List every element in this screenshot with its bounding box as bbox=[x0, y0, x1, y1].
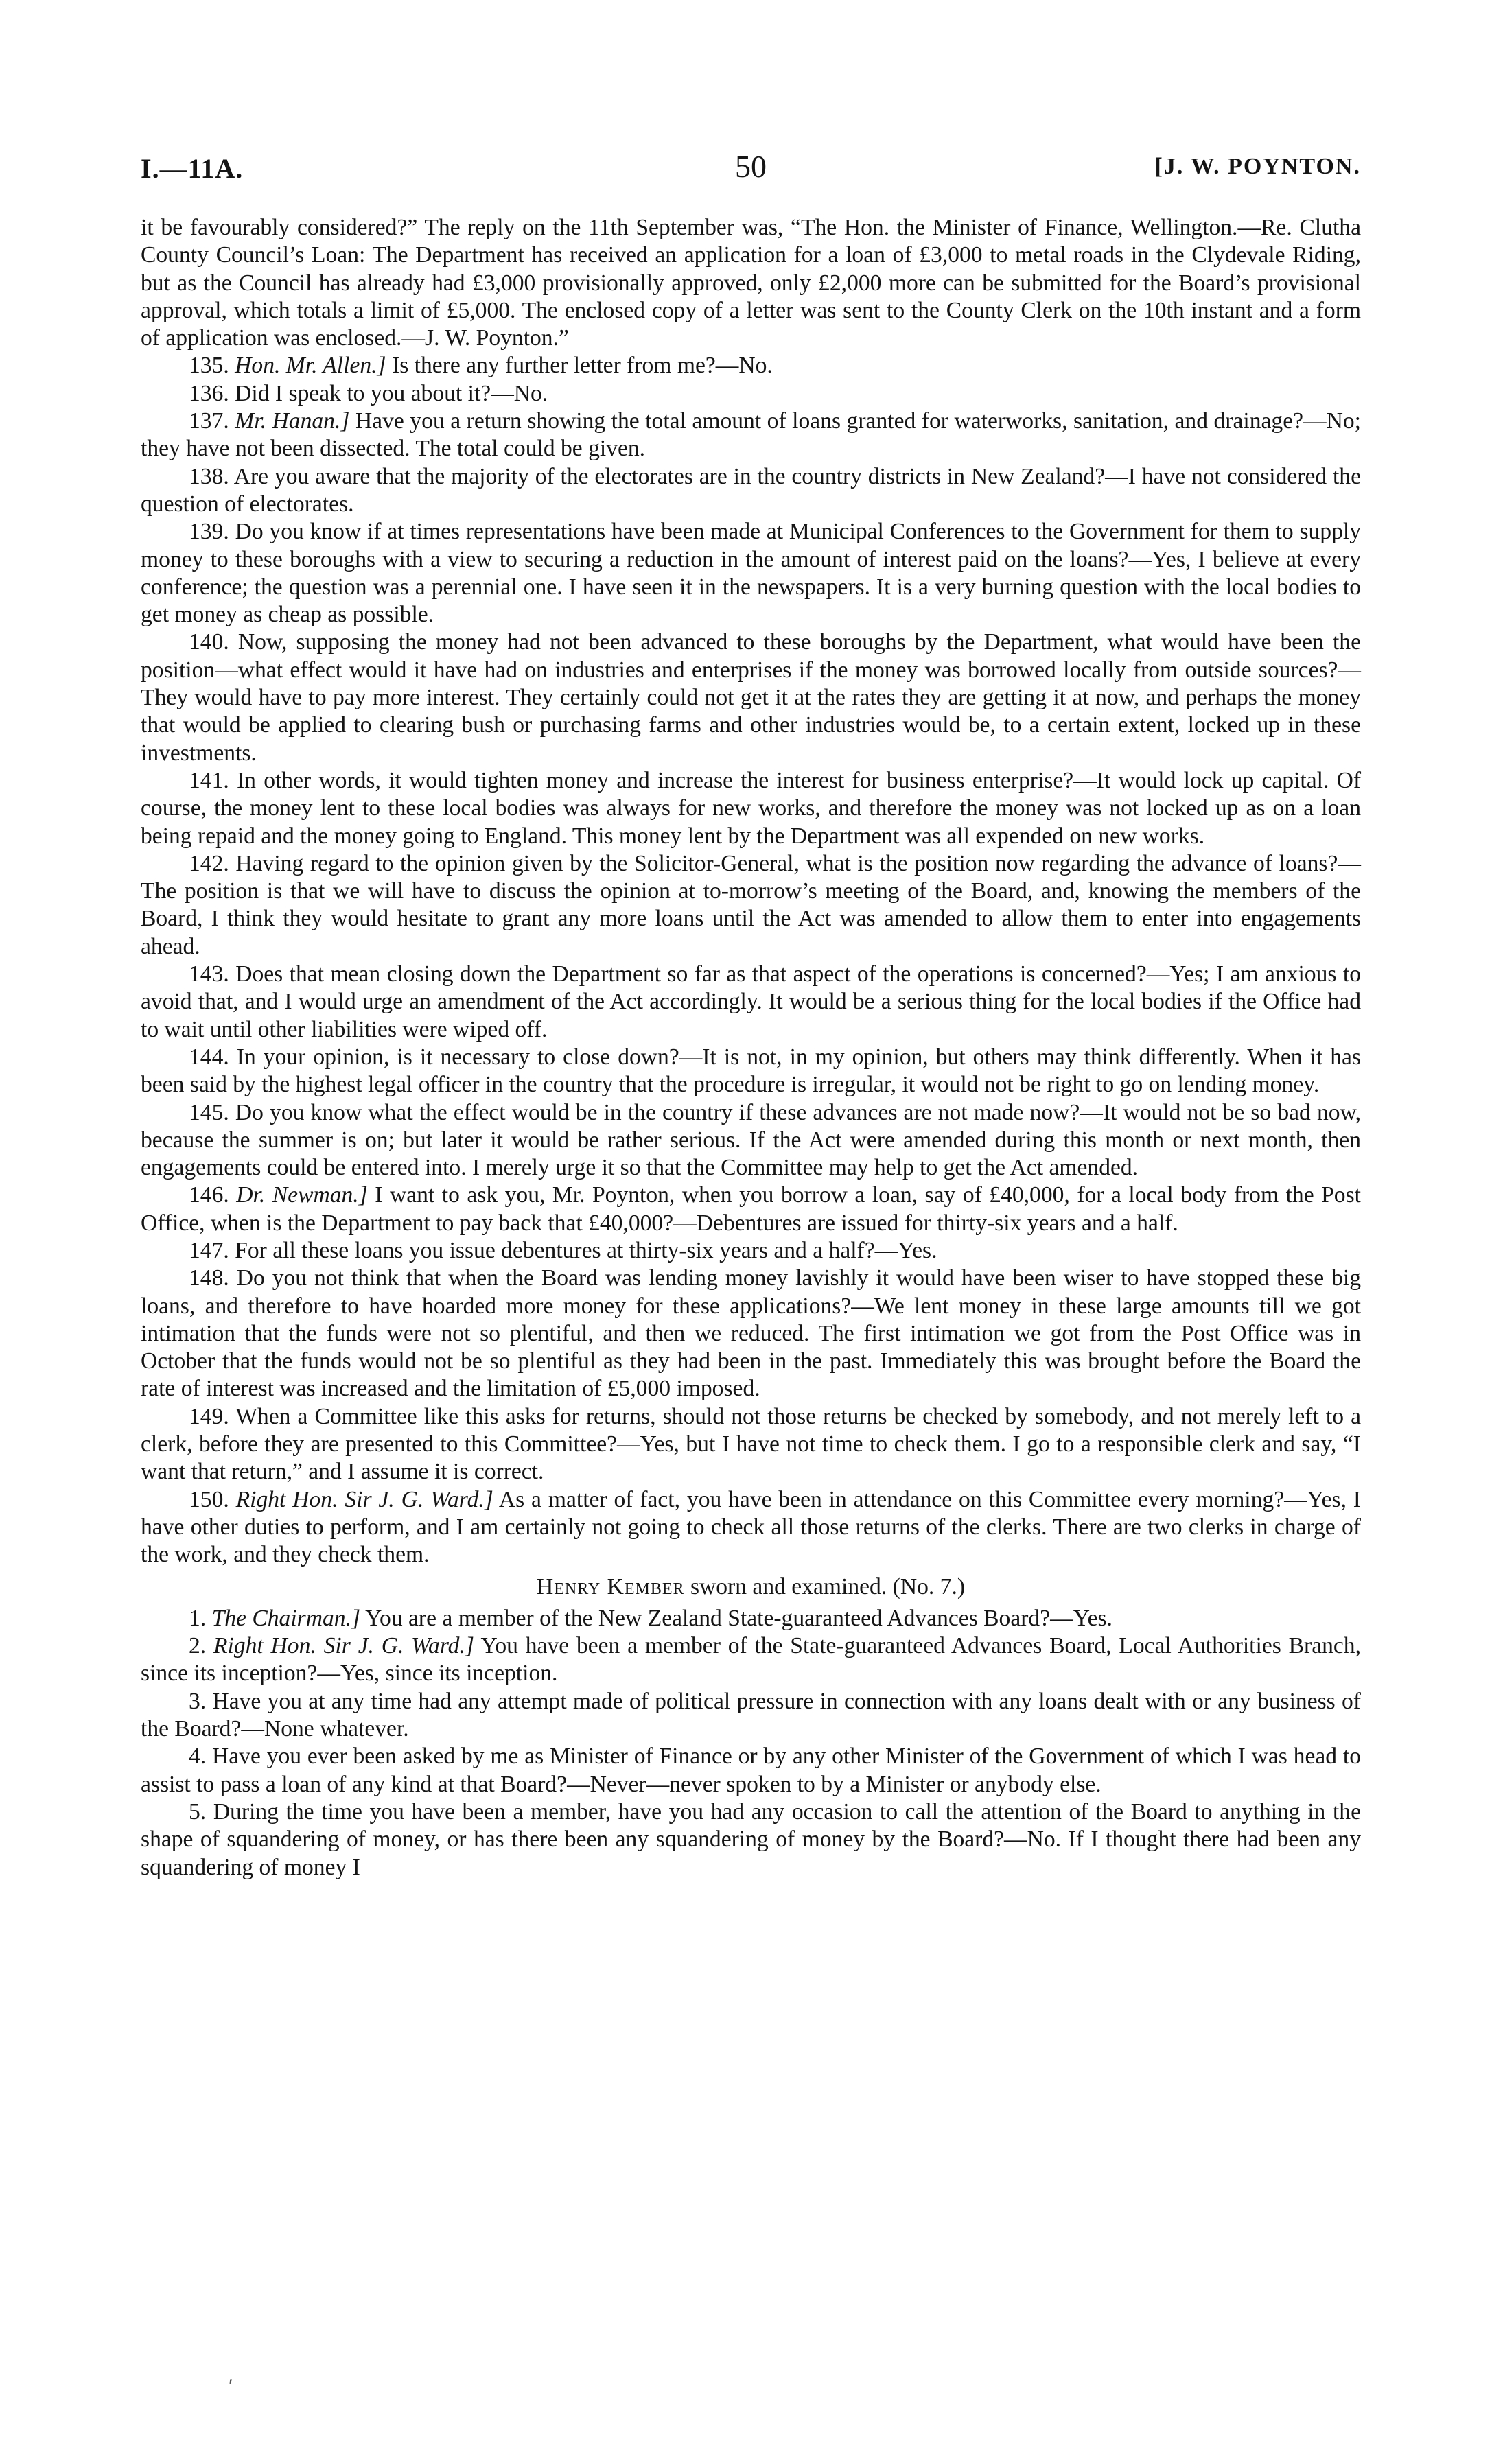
witness-name: Henry Kember bbox=[536, 1573, 685, 1599]
question-text: Now, supposing the money had not been advanced to these boroughs by the Department, what would have been the position—what effect would it have had on industries and enterprises if the money was borrowed locally from outside sources?—They would have to pay more interest. They certainly could not get it at the rates they are getting it at now, and perhaps the money that would be applied to clearing bush or purchasing farms and other industries would be, to a certain extent, locked up in these investments. bbox=[141, 629, 1361, 766]
question-text: Do you know if at times representations have been made at Municipal Conferences to the Government for them to supply money to these boroughs with a view to securing a reduction in the amount of interest paid on the loans?—Yes, I believe at every conference; the question was a perennial one. I have seen it in the newspapers. It is a very burning question with the local bodies to get money as cheap as possible. bbox=[141, 519, 1361, 628]
question-paragraph bbox=[141, 1605, 1361, 1632]
witness-running-head: [J. W. POYNTON. bbox=[1154, 154, 1361, 179]
parliamentary-paper-reference: I.—11A. bbox=[141, 153, 244, 184]
question-paragraph bbox=[141, 1632, 1361, 1688]
question-paragraph bbox=[141, 1486, 1361, 1569]
question-text: Are you aware that the majority of the electorates are in the country districts in New Zealand?—I have not considered the question of electorates. bbox=[141, 463, 1361, 517]
question-text: Does that mean closing down the Department so far as that aspect of the operations is concerned?—Yes; I am anxious to avoid that, and I would urge an amendment of the Act accordingly. It would be a serious thing for the local bodies if the Office had to wait until other liabilities were wiped off. bbox=[141, 961, 1361, 1042]
question-text: In your opinion, is it necessary to close down?—It is not, in my opinion, but others may think differently. When it has been said by the highest legal officer in the country that the procedure is irregular, it would not be right to go on lending money. bbox=[141, 1044, 1361, 1098]
question-text: Do you know what the effect would be in the country if these advances are not made now?—It would not be so bad now, because the summer is on; but later it would be rather serious. If the Act were amended during this month or next month, then engagements could be entered into. I merely urge it so that the Committee may help to get the Act amended. bbox=[141, 1099, 1361, 1181]
question-text: You are a member of the New Zealand State-guaranteed Advances Board?—Yes. bbox=[365, 1605, 1112, 1631]
question-number: 3. bbox=[189, 1688, 207, 1714]
question-paragraph bbox=[141, 1099, 1361, 1182]
question-text: Have you at any time had any attempt made of political pressure in connection with any loans dealt with or any business of the Board?—None whatever. bbox=[141, 1688, 1361, 1742]
stray-mark: ′ bbox=[229, 2375, 233, 2397]
question-paragraph bbox=[141, 352, 1361, 379]
question-number: 136. bbox=[189, 380, 229, 406]
page-body bbox=[141, 214, 1361, 1881]
question-number: 4. bbox=[189, 1744, 207, 1770]
question-number: 142. bbox=[189, 850, 229, 876]
question-paragraph bbox=[141, 1743, 1361, 1798]
page-number: 50 bbox=[735, 149, 767, 184]
question-paragraph bbox=[141, 629, 1361, 766]
continued-paragraph: it be favourably considered?” The reply on the 11th September was, “The Hon. the Minister of Finance, Wellington.—Re. Clutha County Council’s Loan: The Department has received an application for a loan of £3,000 to metal roads in the Clydevale Riding, but as the Council has already had £3,000 provisionally approved, only £2,000 more can be submitted for the Board’s provisional approval, which totals a limit of £5,000. The enclosed copy of a letter was sent to the County Clerk on the 10th instant and a form of application was enclosed.—J. W. Poynton.” bbox=[141, 215, 1361, 351]
question-paragraph bbox=[141, 518, 1361, 629]
question-number: 150. bbox=[189, 1486, 229, 1512]
question-number: 141. bbox=[189, 767, 229, 793]
witness-heading bbox=[141, 1573, 1361, 1601]
question-number: 140. bbox=[189, 629, 229, 655]
question-text: For all these loans you issue debentures at thirty-six years and a half?—Yes. bbox=[235, 1237, 937, 1263]
speaker-name: Right Hon. Sir J. G. Ward.] bbox=[235, 1486, 493, 1512]
question-text: Have you ever been asked by me as Minister of Finance or by any other Minister of the Government of which I was head to assist to pass a loan of any kind at that Board?—Never—never spoken to by a Minister or anybody else. bbox=[141, 1744, 1361, 1797]
question-paragraph bbox=[141, 850, 1361, 961]
question-text: When a Committee like this asks for returns, should not those returns be checked by somebody, and not merely left to a clerk, before they are presented to this Committee?—Yes, but I have not time to check them. I go to a responsible clerk and say, “I want that return,” and I assume it is correct. bbox=[141, 1403, 1361, 1485]
question-paragraph bbox=[141, 380, 1361, 408]
question-number: 5. bbox=[189, 1798, 207, 1824]
question-text: Have you a return showing the total amount of loans granted for waterworks, sanitation, and drainage?—No; they have not been dissected. The total could be given. bbox=[141, 408, 1361, 462]
speaker-name: The Chairman.] bbox=[211, 1605, 361, 1631]
question-number: 135. bbox=[189, 353, 229, 379]
question-paragraph bbox=[141, 961, 1361, 1044]
question-number: 143. bbox=[189, 961, 229, 987]
question-number: 139. bbox=[189, 519, 229, 545]
question-text: Is there any further letter from me?—No. bbox=[392, 353, 773, 379]
question-number: 137. bbox=[189, 408, 229, 434]
speaker-name: Dr. Newman.] bbox=[236, 1182, 368, 1208]
question-paragraph bbox=[141, 463, 1361, 519]
question-text: Having regard to the opinion given by the Solicitor-General, what is the position now regarding the advance of loans?—The position is that we will have to discuss the opinion at to-morrow’s meeting of the Board, and, knowing the members of the Board, I think they would hesitate to grant any more loans until the Act was amended to allow them to enter into engagements ahead. bbox=[141, 850, 1361, 959]
question-number: 1. bbox=[189, 1605, 207, 1631]
question-number: 2. bbox=[189, 1633, 207, 1659]
question-number: 147. bbox=[189, 1237, 229, 1263]
question-paragraph bbox=[141, 1688, 1361, 1744]
question-paragraph bbox=[141, 1265, 1361, 1403]
question-paragraph bbox=[141, 1237, 1361, 1265]
question-text: I want to ask you, Mr. Poynton, when you borrow a loan, say of £40,000, for a local body from the Post Office, when is the Department to pay back that £40,000?—Debentures are issued for thirty-six years and a half. bbox=[141, 1182, 1361, 1236]
speaker-name: Mr. Hanan.] bbox=[235, 408, 350, 434]
question-paragraph bbox=[141, 1182, 1361, 1237]
speaker-name: Hon. Mr. Allen.] bbox=[235, 353, 386, 379]
question-number: 146. bbox=[189, 1182, 229, 1208]
question-number: 149. bbox=[189, 1403, 229, 1429]
question-text: As a matter of fact, you have been in attendance on this Committee every morning?—Yes, I have other duties to perform, and I am certainly not going to check all those returns of the clerks. There are two clerks in charge of the work, and they check them. bbox=[141, 1486, 1361, 1568]
question-text: Did I speak to you about it?—No. bbox=[235, 380, 548, 406]
question-paragraph bbox=[141, 408, 1361, 463]
witness-heading-text: sworn and examined. bbox=[690, 1573, 887, 1599]
question-text: During the time you have been a member, have you had any occasion to call the attention of the Board to anything in the shape of squandering of money, or has there been any squandering of money by the Board?—No. If I thought there had been any squandering of money I bbox=[141, 1798, 1361, 1880]
question-paragraph bbox=[141, 1798, 1361, 1881]
page-header bbox=[141, 149, 1361, 193]
question-text: In other words, it would tighten money and increase the interest for business enterprise?—It would lock up capital. Of course, the money lent to these local bodies was always for new works, and therefore the money was not locked up as on a loan being repaid and the money going to England. This money lent by the Department was all expended on new works. bbox=[141, 767, 1361, 849]
question-number: 138. bbox=[189, 463, 229, 489]
witness-number: (No. 7.) bbox=[892, 1573, 966, 1599]
question-number: 148. bbox=[189, 1265, 229, 1291]
question-text: You have been a member of the State-guaranteed Advances Board, Local Authorities Branch, since its inception?—Yes, since its inception. bbox=[141, 1633, 1361, 1687]
question-paragraph bbox=[141, 1044, 1361, 1099]
question-text: Do you not think that when the Board was lending money lavishly it would have been wiser to have stopped these big loans, and therefore to have hoarded more money for these applications?—We lent money in these large amounts till we got intimation that the funds were not so plentiful, and then we reduced. The first intimation we got from the Post Office was in October that the funds would not be so plentiful as they had been in the past. Immediately this was brought before the Board the rate of interest was increased and the limitation of £5,000 imposed. bbox=[141, 1265, 1361, 1402]
question-number: 144. bbox=[189, 1044, 229, 1070]
speaker-name: Right Hon. Sir J. G. Ward.] bbox=[213, 1633, 474, 1659]
question-number: 145. bbox=[189, 1099, 229, 1125]
question-paragraph bbox=[141, 767, 1361, 850]
question-paragraph bbox=[141, 1403, 1361, 1486]
